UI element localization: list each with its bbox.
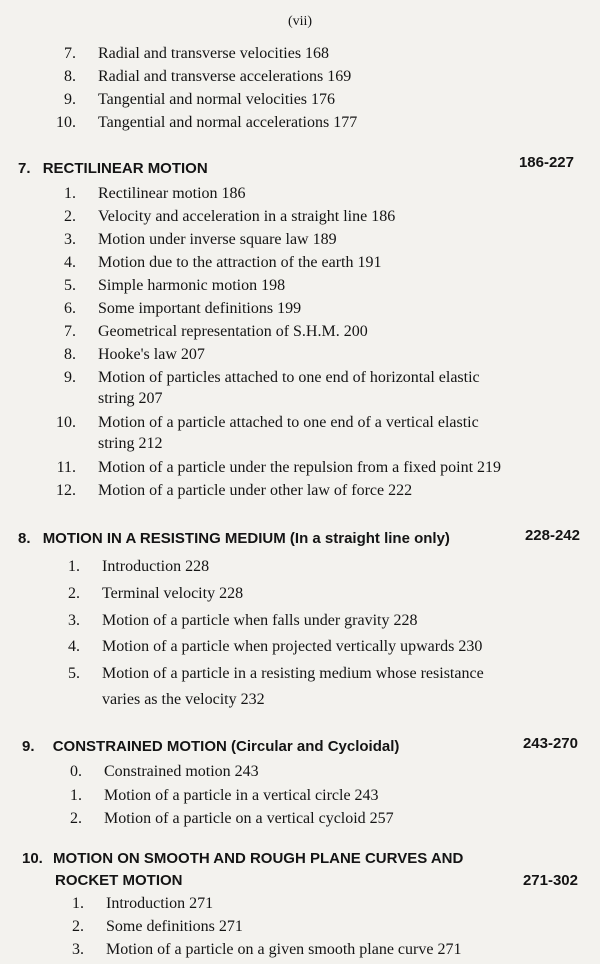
chapter-number: 7.: [18, 160, 31, 177]
item-text: Motion of a particle when projected vertically upwards 230: [102, 638, 483, 655]
chapter-number: 9.: [22, 738, 35, 755]
item-text: Tangential and normal velocities 176: [98, 91, 336, 108]
item-text: Motion of a particle under other law of force 222: [98, 482, 413, 499]
chapter-number: 8.: [18, 530, 31, 547]
chapter-page-range: 271-302: [522, 872, 578, 889]
item-text: Radial and transverse velocities 168: [98, 45, 330, 62]
item-text: Motion of a particle attached to one end of a vertical elastic: [98, 414, 479, 431]
item-number: 3.: [64, 231, 76, 248]
item-number: 1.: [72, 895, 84, 912]
item-number: 3.: [72, 941, 84, 958]
item-number: 9.: [64, 369, 76, 386]
item-number: 2.: [70, 810, 82, 827]
chapter-title: RECTILINEAR MOTION: [42, 160, 208, 177]
page-number: (vii): [287, 14, 313, 29]
item-number: 5.: [68, 665, 80, 682]
item-text-continued: string 207: [98, 390, 163, 407]
item-text: Motion of a particle when falls under gravity 228: [102, 612, 418, 629]
item-text: Motion under inverse square law 189: [98, 231, 337, 248]
item-number: 10.: [56, 414, 76, 431]
item-text: Velocity and acceleration in a straight line 186: [98, 208, 396, 225]
item-text: Motion of a particle in a resisting medium whose resistance: [102, 665, 484, 682]
chapter-title: MOTION ON SMOOTH AND ROUGH PLANE CURVES AND: [53, 850, 464, 867]
chapter-number: 10.: [22, 850, 43, 867]
chapter-7-heading: [18, 160, 208, 178]
item-text-continued: string 212: [98, 435, 163, 452]
item-text: Rectilinear motion 186: [98, 185, 246, 202]
item-text: Motion of a particle on a given smooth plane curve 271: [106, 941, 462, 958]
item-text: Introduction 271: [106, 895, 214, 912]
item-number: 10.: [56, 114, 76, 131]
item-text: Hooke's law 207: [98, 346, 205, 363]
item-number: 2.: [64, 208, 76, 225]
item-number: 11.: [56, 459, 76, 476]
item-number: 1.: [70, 787, 82, 804]
item-text: Introduction 228: [102, 558, 210, 575]
item-text: Motion of a particle on a vertical cycloid 257: [104, 810, 394, 827]
item-number: 8.: [64, 68, 76, 85]
item-number: 8.: [64, 346, 76, 363]
item-number: 12.: [56, 482, 76, 499]
item-text: Motion of particles attached to one end of horizontal elastic: [98, 369, 480, 386]
chapter-8-heading: [18, 530, 450, 548]
chapter-title: MOTION IN A RESISTING MEDIUM (In a straight line only): [42, 530, 450, 547]
chapter-page-range: 228-242: [524, 527, 580, 544]
item-number: 7.: [64, 323, 76, 340]
item-text: Motion of a particle under the repulsion from a fixed point 219: [98, 459, 502, 476]
item-number: 2.: [68, 585, 80, 602]
item-number: 7.: [64, 45, 76, 62]
item-text: Constrained motion 243: [104, 763, 259, 780]
chapter-page-range: 186-227: [518, 154, 574, 171]
chapter-page-range: 243-270: [522, 735, 578, 752]
item-text: Motion due to the attraction of the earth 191: [98, 254, 382, 271]
item-text: Geometrical representation of S.H.M. 200: [98, 323, 368, 340]
chapter-title: CONSTRAINED MOTION (Circular and Cycloidal): [52, 738, 400, 755]
item-text-continued: varies as the velocity 232: [102, 691, 265, 708]
item-text: Radial and transverse accelerations 169: [98, 68, 352, 85]
item-number: 6.: [64, 300, 76, 317]
item-number: 4.: [64, 254, 76, 271]
item-number: 2.: [72, 918, 84, 935]
item-number: 3.: [68, 612, 80, 629]
item-number: 1.: [64, 185, 76, 202]
item-number: 9.: [64, 91, 76, 108]
item-number: 4.: [68, 638, 80, 655]
item-text: Tangential and normal accelerations 177: [98, 114, 358, 131]
item-text: Motion of a particle in a vertical circle 243: [104, 787, 379, 804]
item-text: Terminal velocity 228: [102, 585, 244, 602]
item-number: 5.: [64, 277, 76, 294]
item-text: Some definitions 271: [106, 918, 243, 935]
item-text: Some important definitions 199: [98, 300, 302, 317]
chapter-title-continued: ROCKET MOTION: [55, 872, 183, 889]
chapter-10-heading: [22, 850, 463, 868]
item-text: Simple harmonic motion 198: [98, 277, 286, 294]
item-number: 0.: [70, 763, 82, 780]
chapter-9-heading: [22, 738, 399, 756]
item-number: 1.: [68, 558, 80, 575]
